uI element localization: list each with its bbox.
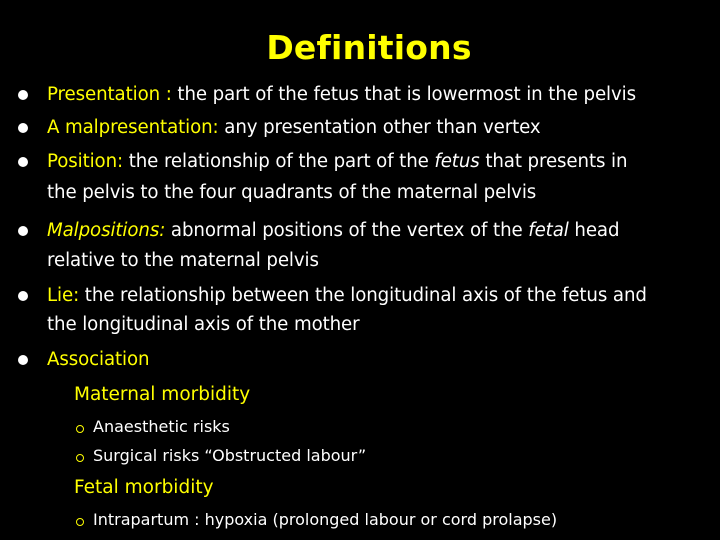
term-label: Lie: xyxy=(47,285,80,306)
definition-malpresentation xyxy=(47,117,541,138)
definition-text: any presentation other than vertex xyxy=(218,117,541,138)
definition-text: head xyxy=(568,220,620,241)
bullet-icon xyxy=(18,355,28,365)
definition-malpositions xyxy=(47,220,619,241)
definition-text: that presents in xyxy=(479,151,628,172)
bullet-icon xyxy=(18,90,28,100)
definition-emphasis: fetal xyxy=(528,220,569,241)
term-label: Association xyxy=(47,349,150,370)
definition-text: the part of the fetus that is lowermost in the pelvis xyxy=(171,84,637,105)
bullet-icon xyxy=(18,291,28,301)
fetal-item: Intrapartum : hypoxia (prolonged labour or cord prolapse) xyxy=(93,510,558,529)
maternal-item: Anaesthetic risks xyxy=(93,417,230,436)
bullet-icon xyxy=(18,157,28,167)
definition-text: abnormal positions of the vertex of the xyxy=(165,220,529,241)
slide-title: Definitions xyxy=(266,28,472,67)
definition-position xyxy=(47,151,627,172)
circle-bullet-icon xyxy=(76,454,84,462)
definition-association xyxy=(47,349,149,370)
definition-position-continued: the pelvis to the four quadrants of the maternal pelvis xyxy=(47,182,537,203)
definition-emphasis: fetus xyxy=(434,151,480,172)
circle-bullet-icon xyxy=(76,425,84,433)
definition-lie-continued: the longitudinal axis of the mother xyxy=(47,314,360,335)
circle-bullet-icon xyxy=(76,518,84,526)
definition-presentation xyxy=(47,84,636,105)
term-label: Position: xyxy=(47,151,124,172)
term-label: Malpositions: xyxy=(47,220,166,241)
maternal-item: Surgical risks “Obstructed labour” xyxy=(93,446,367,465)
fetal-morbidity-heading: Fetal morbidity xyxy=(74,477,214,498)
maternal-morbidity-heading: Maternal morbidity xyxy=(74,384,251,405)
definition-text: the relationship of the part of the xyxy=(123,151,435,172)
bullet-icon xyxy=(18,226,28,236)
term-label: A malpresentation: xyxy=(47,117,219,138)
bullet-icon xyxy=(18,123,28,133)
definition-malpositions-continued: relative to the maternal pelvis xyxy=(47,250,319,271)
definition-text: the relationship between the longitudinal axis of the fetus and xyxy=(79,285,647,306)
term-label: Presentation : xyxy=(47,84,172,105)
definition-lie xyxy=(47,285,647,306)
